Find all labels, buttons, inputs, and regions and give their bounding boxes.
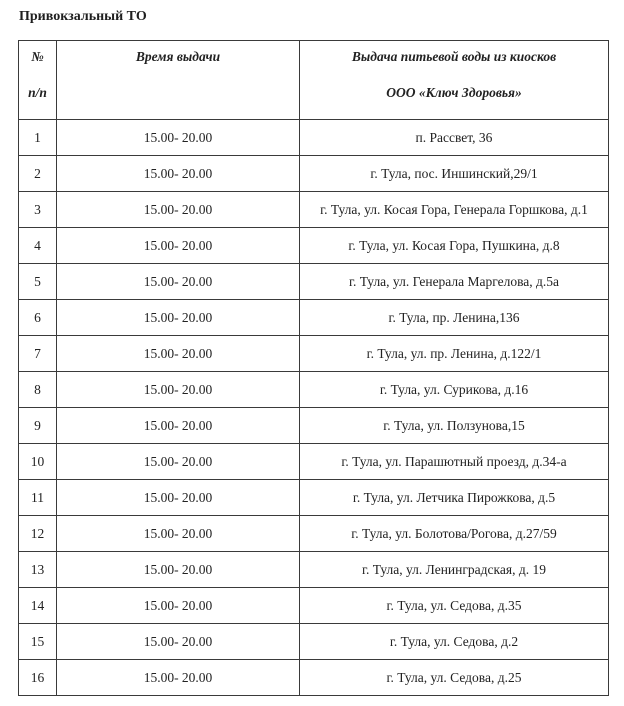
row-address: г. Тула, ул. Сурикова, д.16	[300, 372, 609, 408]
row-number: 5	[19, 264, 57, 300]
row-number: 6	[19, 300, 57, 336]
header-number-line1: №	[31, 49, 44, 64]
row-number: 11	[19, 480, 57, 516]
table-row	[19, 120, 609, 156]
row-address: г. Тула, ул. Седова, д.35	[300, 588, 609, 624]
table-row	[19, 264, 609, 300]
row-time: 15.00- 20.00	[57, 588, 300, 624]
row-number: 10	[19, 444, 57, 480]
row-address: г. Тула, ул. Летчика Пирожкова, д.5	[300, 480, 609, 516]
table-row	[19, 480, 609, 516]
header-address-line2: ООО «Ключ Здоровья»	[386, 85, 522, 100]
row-number: 16	[19, 660, 57, 696]
row-address: г. Тула, ул. Седова, д.2	[300, 624, 609, 660]
row-number: 2	[19, 156, 57, 192]
table-row	[19, 552, 609, 588]
table-row	[19, 192, 609, 228]
water-schedule-table	[18, 40, 609, 696]
table-row	[19, 588, 609, 624]
row-number: 4	[19, 228, 57, 264]
row-time: 15.00- 20.00	[57, 516, 300, 552]
table-row	[19, 228, 609, 264]
row-address: г. Тула, ул. Седова, д.25	[300, 660, 609, 696]
row-time: 15.00- 20.00	[57, 228, 300, 264]
table-row	[19, 444, 609, 480]
header-time	[57, 41, 300, 120]
row-time: 15.00- 20.00	[57, 480, 300, 516]
table-body	[19, 120, 609, 696]
row-number: 8	[19, 372, 57, 408]
row-address: г. Тула, ул. Косая Гора, Генерала Горшкова, д.1	[300, 192, 609, 228]
row-number: 9	[19, 408, 57, 444]
table-row	[19, 300, 609, 336]
row-number: 13	[19, 552, 57, 588]
header-time-label: Время выдачи	[135, 49, 221, 64]
header-number-line2: п/п	[28, 85, 47, 100]
row-number: 1	[19, 120, 57, 156]
table-row	[19, 624, 609, 660]
row-time: 15.00- 20.00	[57, 336, 300, 372]
row-time: 15.00- 20.00	[57, 156, 300, 192]
row-address: г. Тула, пр. Ленина,136	[300, 300, 609, 336]
header-address-line1: Выдача питьевой воды из киосков	[351, 49, 557, 64]
row-address: п. Рассвет, 36	[300, 120, 609, 156]
table-row	[19, 516, 609, 552]
row-address: г. Тула, пос. Иншинский,29/1	[300, 156, 609, 192]
row-number: 3	[19, 192, 57, 228]
row-time: 15.00- 20.00	[57, 552, 300, 588]
row-address: г. Тула, ул. Косая Гора, Пушкина, д.8	[300, 228, 609, 264]
table-row	[19, 408, 609, 444]
row-number: 12	[19, 516, 57, 552]
table-row	[19, 336, 609, 372]
table-row	[19, 156, 609, 192]
table-row	[19, 660, 609, 696]
row-time: 15.00- 20.00	[57, 120, 300, 156]
row-address: г. Тула, ул. Болотова/Рогова, д.27/59	[300, 516, 609, 552]
table-row	[19, 372, 609, 408]
row-address: г. Тула, ул. Генерала Маргелова, д.5а	[300, 264, 609, 300]
row-address: г. Тула, ул. пр. Ленина, д.122/1	[300, 336, 609, 372]
table-header-row	[19, 41, 609, 120]
row-time: 15.00- 20.00	[57, 444, 300, 480]
row-time: 15.00- 20.00	[57, 624, 300, 660]
row-address: г. Тула, ул. Ленинградская, д. 19	[300, 552, 609, 588]
row-number: 14	[19, 588, 57, 624]
header-number	[19, 41, 57, 120]
row-time: 15.00- 20.00	[57, 660, 300, 696]
header-address	[300, 41, 609, 120]
page-title: Привокзальный ТО	[19, 9, 147, 24]
row-address: г. Тула, ул. Ползунова,15	[300, 408, 609, 444]
row-address: г. Тула, ул. Парашютный проезд, д.34-а	[300, 444, 609, 480]
row-time: 15.00- 20.00	[57, 372, 300, 408]
row-time: 15.00- 20.00	[57, 408, 300, 444]
row-number: 15	[19, 624, 57, 660]
row-time: 15.00- 20.00	[57, 192, 300, 228]
row-time: 15.00- 20.00	[57, 300, 300, 336]
row-time: 15.00- 20.00	[57, 264, 300, 300]
row-number: 7	[19, 336, 57, 372]
